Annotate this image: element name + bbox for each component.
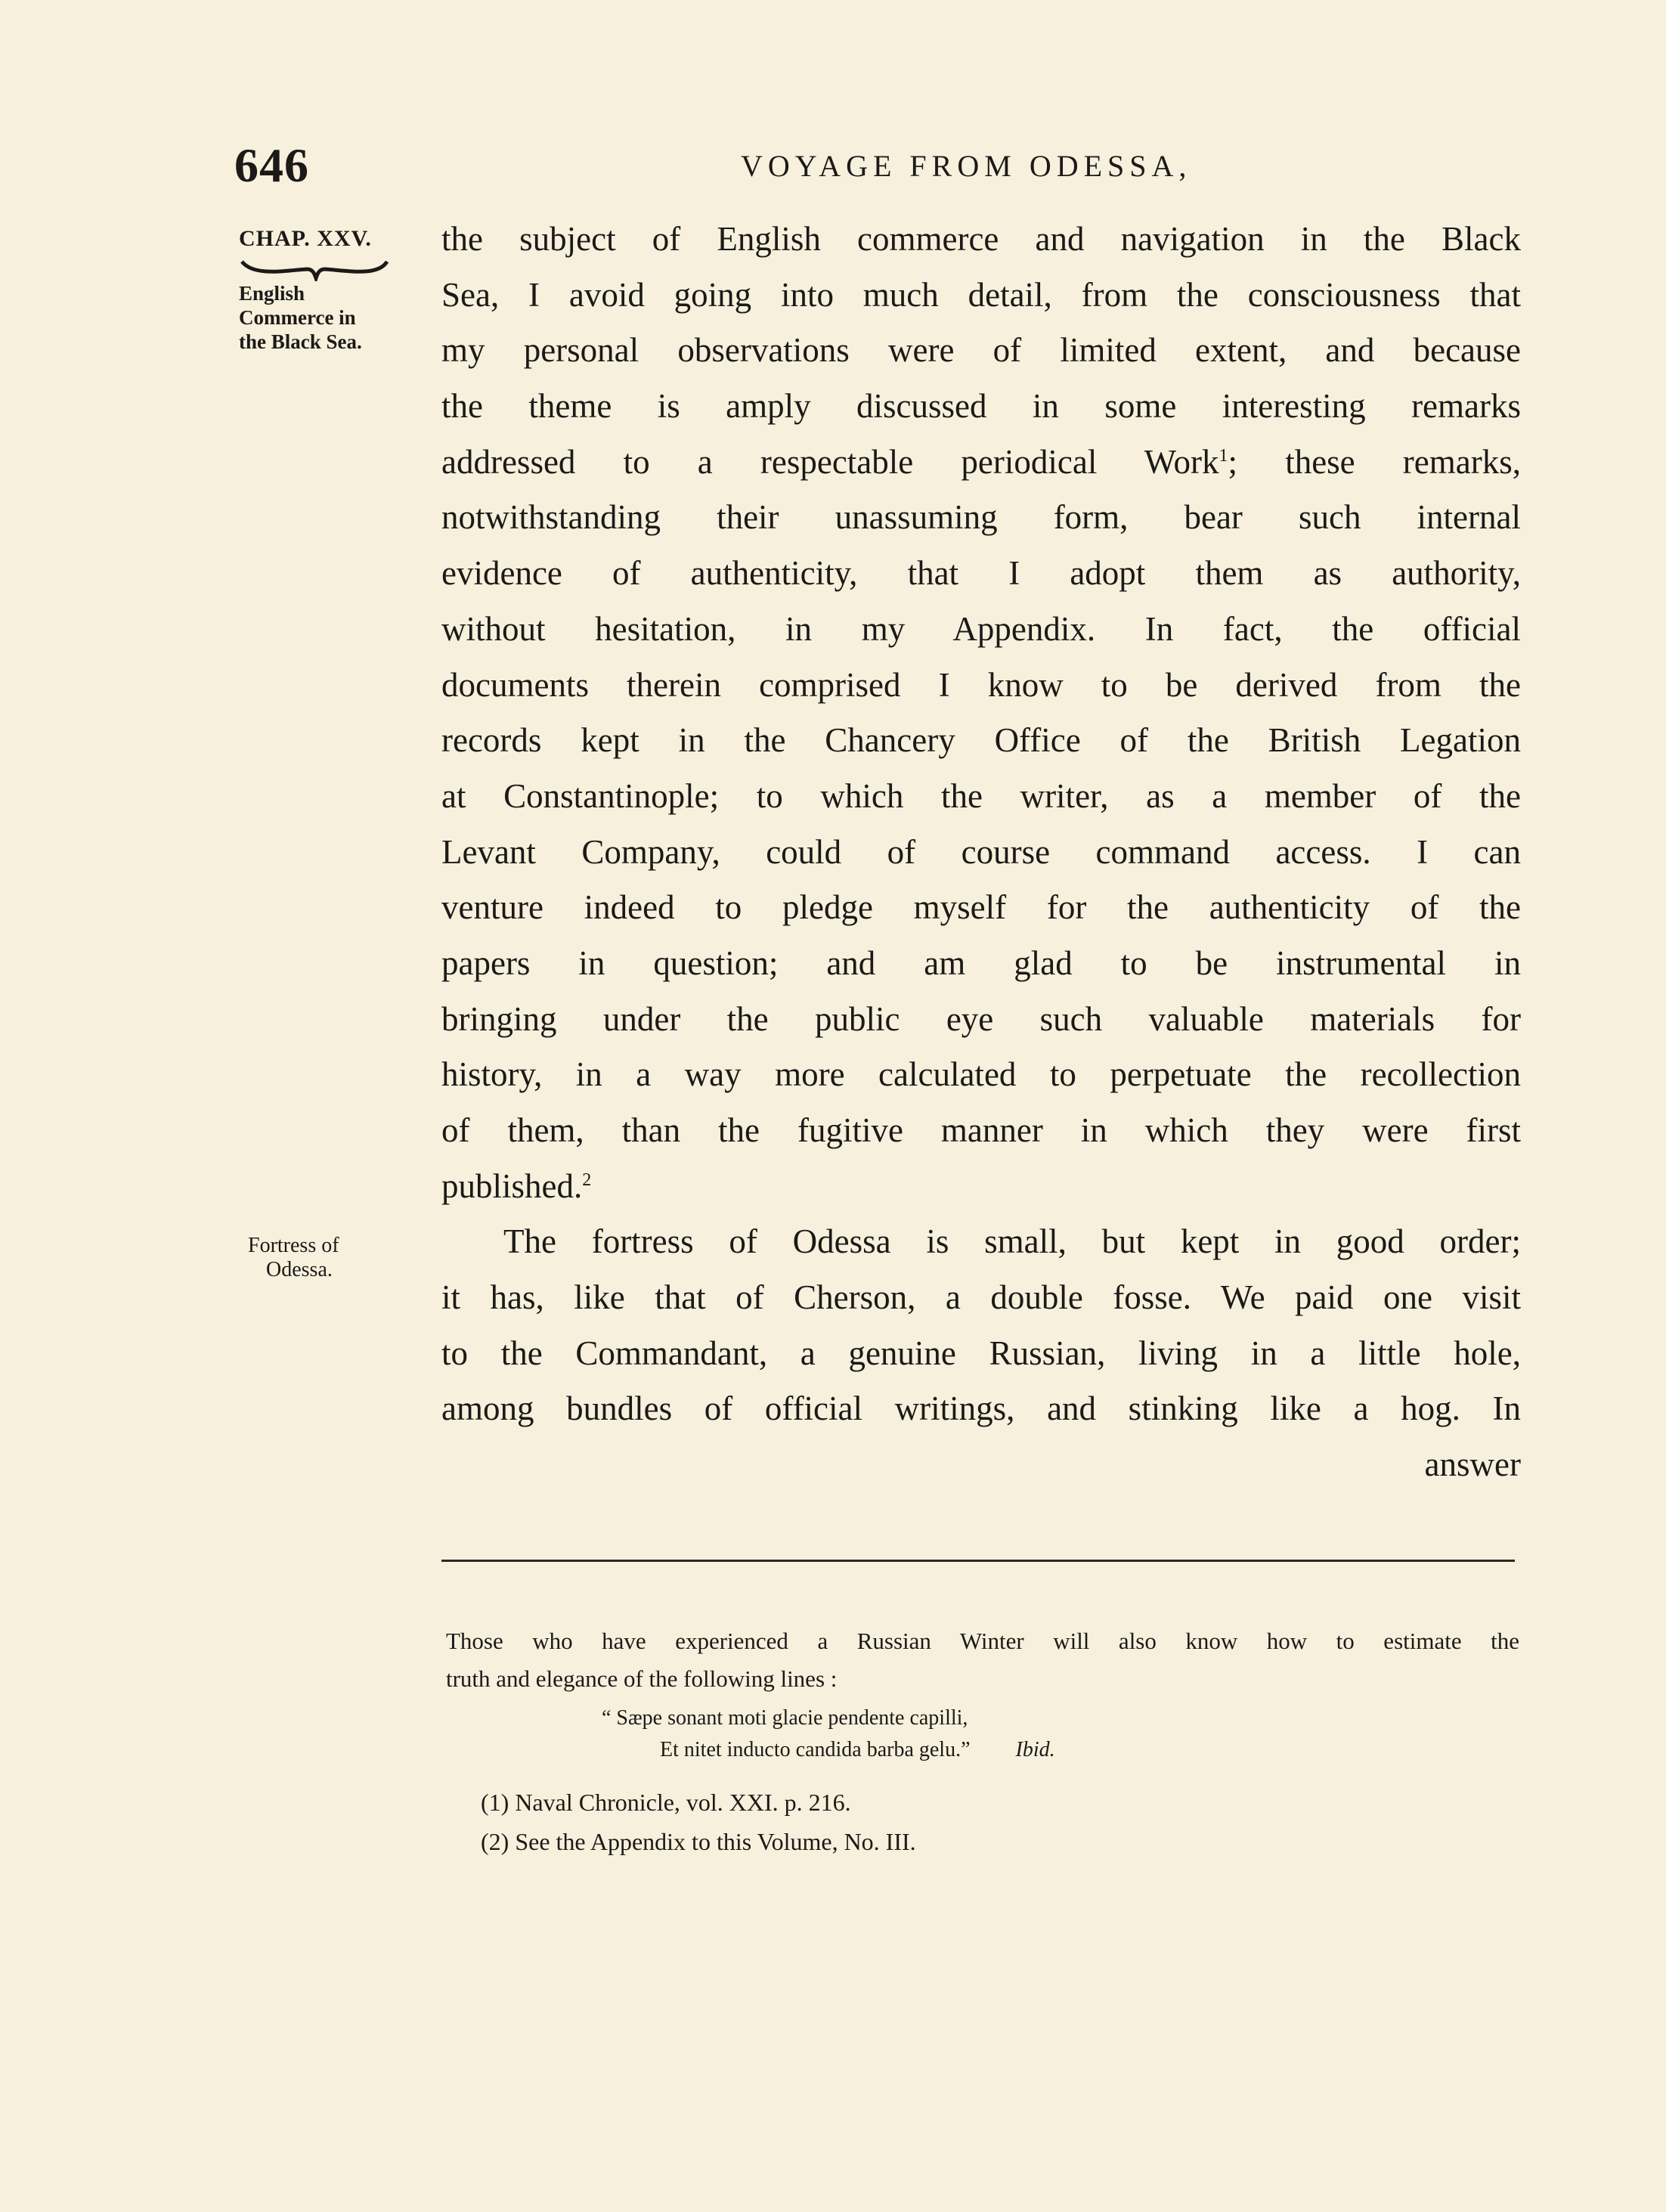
verse-source: Ibid. xyxy=(1015,1738,1055,1761)
margin-note-fortress: Fortress of Odessa. xyxy=(248,1234,339,1281)
text-line: the theme is amply discussed in some interesting remarks xyxy=(441,387,1521,426)
text-line: documents therein comprised I know to be derived from the xyxy=(441,665,1521,704)
verse-line: Et nitet inducto candida barba gelu.” Ibid. xyxy=(660,1738,1055,1761)
text-line: of them, than the fugitive manner in which they were first xyxy=(441,1111,1521,1149)
catchword: answer xyxy=(1424,1445,1521,1484)
text-line: The fortress of Odessa is small, but kept in good order; xyxy=(503,1222,1521,1261)
verse-line: “ Sæpe sonant moti glacie pendente capilli, xyxy=(602,1706,968,1730)
body-text xyxy=(441,212,1521,1493)
text-line: without hesitation, in my Appendix. In fact, the official xyxy=(441,609,1521,648)
text-line: to the Commandant, a genuine Russian, living in a little hole, xyxy=(441,1334,1521,1372)
text-line: notwithstanding their unassuming form, bear such internal xyxy=(441,498,1521,537)
text-line: addressed to a respectable periodical Work$^1$; these remarks, xyxy=(441,442,1521,481)
footnote-references xyxy=(446,1783,1519,1861)
text-line: the subject of English commerce and navigation in the Black xyxy=(441,220,1521,258)
footnote-ref-1: 1 xyxy=(1219,445,1228,466)
text-line: evidence of authenticity, that I adopt them as authority, xyxy=(441,554,1521,593)
footnote-ref-2: 2 xyxy=(582,1170,592,1190)
running-head: VOYAGE FROM ODESSA, xyxy=(741,149,1192,183)
text-line: it has, like that of Cherson, a double fosse. We paid one visit xyxy=(441,1278,1521,1317)
chapter-label: CHAP. XXV. xyxy=(239,226,372,251)
footnote-line: truth and elegance of the following lines : xyxy=(446,1665,838,1692)
text-line: history, in a way more calculated to perpetuate the recollection xyxy=(441,1055,1521,1094)
text-line: published.$^2$ xyxy=(441,1166,592,1205)
text-line: venture indeed to pledge myself for the authenticity of the xyxy=(441,888,1521,927)
footnote-divider xyxy=(441,1560,1515,1562)
footnote-ref-line: (2) See the Appendix to this Volume, No. III. xyxy=(481,1828,916,1855)
text-line: Levant Company, could of course command access. I can xyxy=(441,832,1521,871)
text-line: records kept in the Chancery Office of the British Legation xyxy=(441,721,1521,760)
text-line: bringing under the public eye such valuable materials for xyxy=(441,999,1521,1038)
footnote-ref-line: (1) Naval Chronicle, vol. XXI. p. 216. xyxy=(481,1789,851,1816)
text-line: at Constantinople; to which the writer, as a member of the xyxy=(441,776,1521,815)
footnotes xyxy=(446,1622,1519,1861)
margin-note-chapter xyxy=(239,227,405,354)
verse-quote xyxy=(446,1702,1519,1766)
footnote-line: Those who have experienced a Russian Winter will also know how to estimate the xyxy=(446,1628,1519,1654)
text-line: my personal observations were of limited extent, and because xyxy=(441,331,1521,370)
margin-note-english-commerce: English Commerce in the Black Sea. xyxy=(239,282,362,353)
text-line: Sea, I avoid going into much detail, from the consciousness that xyxy=(441,275,1521,314)
brace-ornament-icon xyxy=(239,254,390,281)
text-line: papers in question; and am glad to be instrumental in xyxy=(441,943,1521,982)
page-number: 646 xyxy=(234,138,309,192)
text-line: among bundles of official writings, and stinking like a hog. In xyxy=(441,1389,1521,1428)
